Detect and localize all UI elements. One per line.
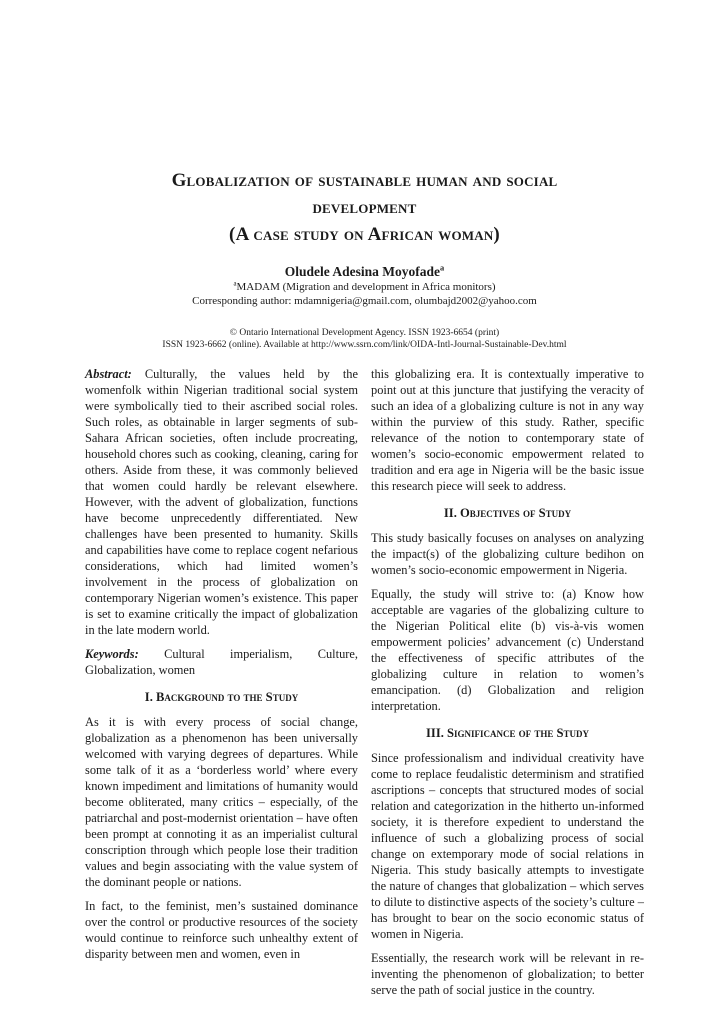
author-name-text: Oludele Adesina Moyofade: [284, 263, 441, 279]
author-superscript: a: [440, 263, 445, 273]
keywords-text: Cultural imperialism, Culture, Globalization, women: [85, 646, 358, 677]
body-paragraph: Since professionalism and individual creativity have come to replace feudalistic determinism and stratified ascriptions – concepts that structured modes of social relation and categorization in the hitherto un-informed society, it is therefore expedient to understand the influence of such a globalizing process of social change on extemporary mode of social relations in Nigeria. This study basically attempts to investigate the nature of changes that globalization – which serves to dilute to distinctive aspects of the society’s culture – has brought to bear on the socio economic status of women in Nigeria.: [371, 750, 644, 941]
title-line-1: Globalization of sustainable human and social: [171, 170, 558, 191]
body-paragraph: Essentially, the research work will be relevant in re-inventing the phenomenon of globalization; to better serve the path of social justice in the country.: [371, 950, 644, 997]
left-column: [85, 366, 358, 1006]
body-paragraph: As it is with every process of social change, globalization as a phenomenon has been universally welcomed with varying degrees of departures. While some talk of it as a ‘borderless world’ where every known impediment and limitations of humanity would become obliterated, many critics – especially, of the patriarchal and post-modernist orientation – have often been prompt at connoting it as an imperialist cultural conscription through which people lose their tradition values and begin associating with the value system of the dominant people or nations.: [85, 714, 358, 889]
section-heading-background: I. Background to the Study: [144, 689, 299, 704]
publisher-copyright-line: © Ontario International Development Agency. ISSN 1923-6654 (print): [229, 327, 500, 338]
author-name: [85, 264, 644, 280]
section-heading-significance: III. Significance of the Study: [426, 725, 589, 740]
section-heading-objectives: II. Objectives of Study: [443, 505, 572, 520]
publisher-info: [85, 327, 644, 351]
title-line-3: (A case study on African woman): [229, 223, 500, 245]
abstract-paragraph: [85, 366, 358, 638]
paper-title: [85, 168, 644, 249]
body-paragraph: Equally, the study will strive to: (a) Know how acceptable are vagaries of the globalizing culture to the Nigerian Political elite (b) vis-à-vis women empowerment policies’ advancement (c) Understand the effectiveness of specific attributes of the globalizing culture in relation to women’s emancipation. (d) Globalization and religion interpretation.: [371, 586, 644, 713]
abstract-label: Abstract:: [85, 366, 132, 381]
affiliation-text: MADAM (Migration and development in Africa monitors): [236, 280, 496, 293]
keywords-label: Keywords:: [85, 646, 139, 661]
right-column: [371, 366, 644, 1006]
affiliation-superscript: a: [233, 280, 237, 288]
paper-header: [85, 168, 644, 351]
body-paragraph: In fact, to the feminist, men’s sustained dominance over the control or productive resources of the society would continue to reinforce such unhealthy extent of disparity between men and women, even in: [85, 898, 358, 961]
corresponding-author: Corresponding author: mdamnigeria@gmail.com, olumbajd2002@yahoo.com: [192, 294, 537, 307]
title-line-2: development: [312, 196, 417, 218]
abstract-text: Culturally, the values held by the womenfolk within Nigerian traditional social system were symbolically tied to their ascribed social roles. Such roles, as obtainable in larger segments of sub-Sahara African societies, often include procreating, household chores such as cooking, cleaning, caring for others. Aside from these, it was commonly believed that women could hardly be relevant elsewhere. However, with the advent of globalization, functions have become unprecedently differentiated. New challenges have been presented to humanity. Skills and capabilities have come to replace cogent nefarious considerations, which had limited women’s involvement in the process of globalization on contemporary Nigerian women’s existence. This paper is set to examine critically the impact of globalization in the late modern world.: [85, 366, 358, 637]
publisher-issn-line: ISSN 1923-6662 (online). Available at http://www.ssrn.com/link/OIDA-Intl-Journal-Sustainable-Dev.html: [162, 339, 567, 350]
body-paragraph: this globalizing era. It is contextually imperative to point out at this juncture that justifying the veracity of such an idea of a globalizing culture is not in any way within the purview of this study. Rather, specific relevance of the notion to contemporary state of women’s socio-economic empowerment related to tradition and era age in Nigeria will be the basic issue this research piece will seek to address.: [371, 366, 644, 493]
two-column-body: [85, 366, 644, 1006]
body-paragraph: This study basically focuses on analyses on analyzing the impact(s) of the globalizing culture bedihon on women’s socio-economic empowerment in Nigeria.: [371, 530, 644, 577]
keywords-paragraph: [85, 646, 358, 678]
author-affiliation: [85, 280, 644, 294]
